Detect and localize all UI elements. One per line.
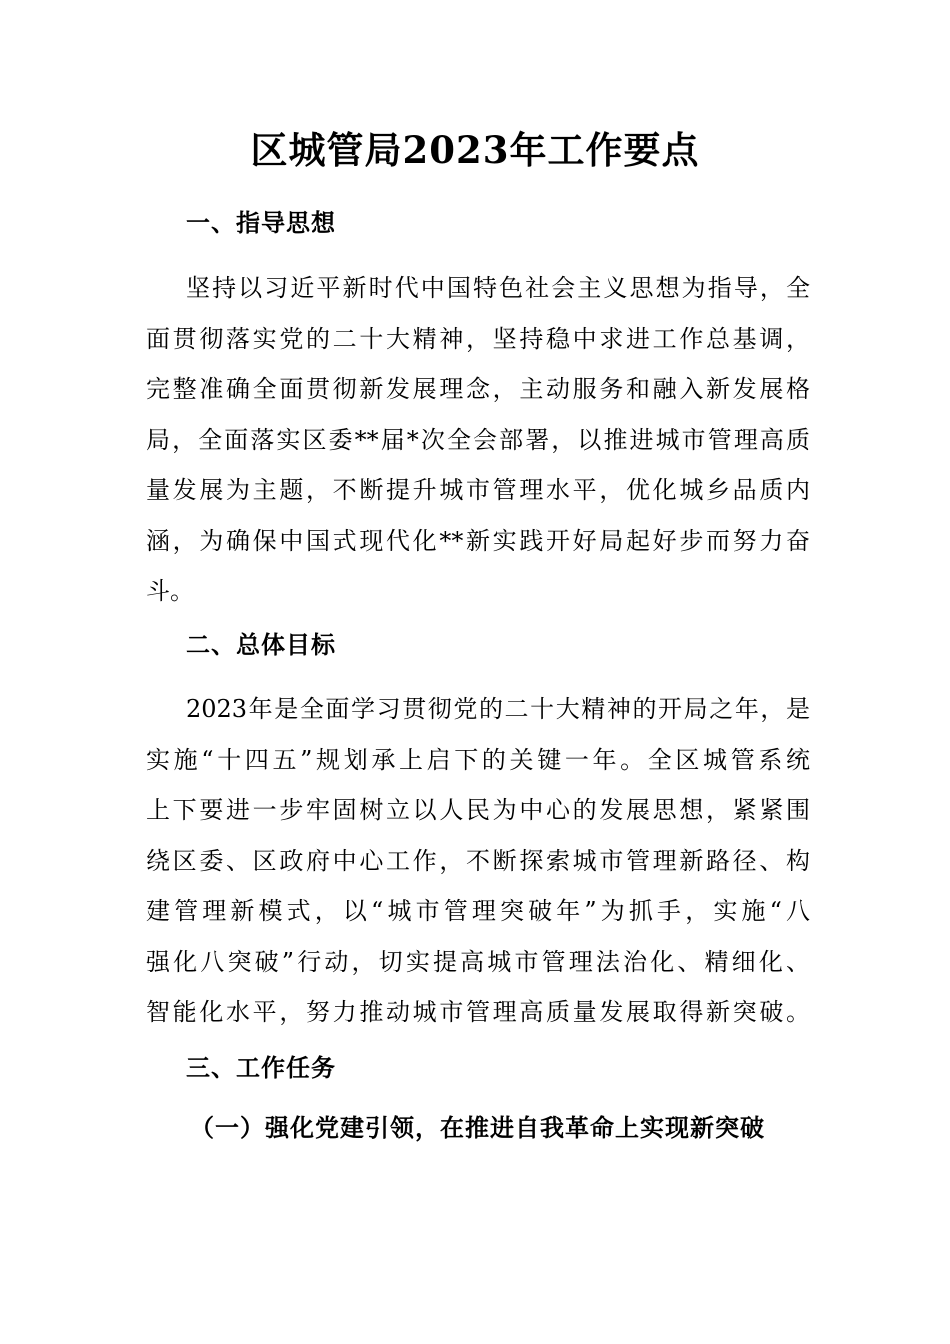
section-heading-overall-goal: 二、总体目标 (186, 630, 336, 659)
paragraph-line: 量发展为主题，不断提升城市管理水平，优化城乡品质内 (146, 476, 810, 504)
paragraph-line: 斗。 (146, 577, 194, 605)
paragraph-line: 绕区委、区政府中心工作，不断探索城市管理新路径、构 (146, 846, 810, 875)
paragraph-line: 智能化水平，努力推动城市管理高质量发展取得新突破。 (146, 998, 810, 1026)
section-paragraph-overall-goal (146, 684, 810, 1038)
paragraph-line: 建管理新模式，以“城市管理突破年”为抓手，实施“八 (146, 897, 810, 925)
section-paragraph-guiding-ideology (146, 263, 810, 617)
section-heading-work-tasks: 三、工作任务 (186, 1053, 336, 1082)
subsection-heading-party-building: （一）强化党建引领，在推进自我革命上实现新突破 (190, 1113, 765, 1142)
paragraph-line: 涵，为确保中国式现代化**新实践开好局起好步而努力奋 (146, 526, 810, 555)
paragraph-line: 上下要进一步牢固树立以人民为中心的发展思想，紧紧围 (146, 796, 810, 824)
paragraph-line: 坚持以习近平新时代中国特色社会主义思想为指导，全 (186, 274, 810, 302)
section-heading-guiding-ideology: 一、指导思想 (186, 208, 336, 237)
paragraph-line: 面贯彻落实党的二十大精神，坚持稳中求进工作总基调， (146, 324, 810, 353)
paragraph-line: 2023年是全面学习贯彻党的二十大精神的开局之年，是 (186, 695, 810, 723)
paragraph-line: 局，全面落实区委**届*次全会部署，以推进城市管理高质 (146, 425, 810, 454)
paragraph-line: 实施“十四五”规划承上启下的关键一年。全区城管系统 (146, 745, 810, 774)
paragraph-line: 强化八突破”行动，切实提高城市管理法治化、精细化、 (146, 947, 810, 976)
document-title: 区城管局2023年工作要点 (250, 128, 700, 172)
paragraph-line: 完整准确全面贯彻新发展理念，主动服务和融入新发展格 (146, 375, 810, 403)
